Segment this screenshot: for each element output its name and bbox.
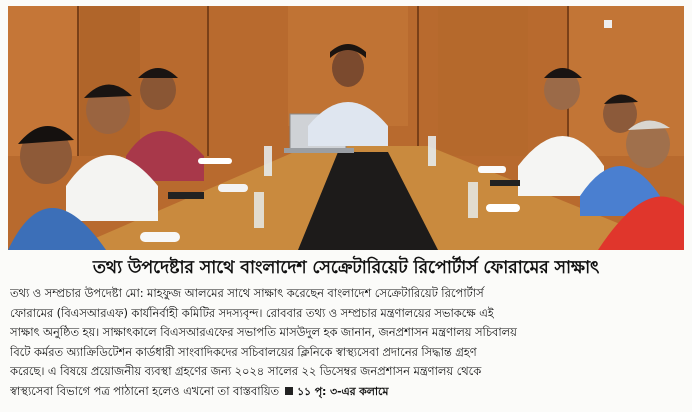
square-bullet-icon [285, 387, 293, 395]
continuation-text: ১১ পৃ: ৩-এর কলামে [297, 384, 389, 398]
continuation-note [285, 385, 388, 398]
body-line: করেছে। এ বিষয়ে প্রয়োজনীয় ব্যবস্থা গ্রহণের জন্য ২০২৪ সালের ২২ ডিসেম্বর জনপ্রশাসন মন্ত্রণালয় থেকে [10, 364, 482, 379]
article-body [10, 284, 682, 402]
article-headline: তথ্য উপদেষ্টার সাথে বাংলাদেশ সেক্রেটারিয়েট রিপোর্টার্স ফোরামের সাক্ষাৎ [92, 258, 600, 278]
body-line: স্বাস্থ্যসেবা বিভাগে পত্র পাঠানো হলেও এখনো তা বাস্তবায়িত [10, 383, 280, 398]
meeting-photo-illustration [8, 6, 684, 250]
body-line: সাক্ষাৎ অনুষ্ঠিত হয়। সাক্ষাৎকালে বিএসআরএফের সভাপতি মাসউদুল হক জানান, জনপ্রশাসন মন্ত্রণালয় সচিবালয় [10, 325, 517, 340]
meeting-photo [8, 6, 684, 250]
body-line: বিটে কর্মরত অ্যাক্রিডিটেশন কার্ডধারী সাংবাদিকদের সচিবালয়ের ক্লিনিকে স্বাস্থ্যসেবা প্রদানের সিদ্ধান্ত গ্রহণ [10, 344, 477, 359]
body-last-line [10, 382, 682, 402]
body-line: তথ্য ও সম্প্রচার উপদেষ্টা মো: মাহফুজ আলমের সাথে সাক্ষাৎ করেছেন বাংলাদেশ সেক্রেটারিয়েট রিপোর্টার্স [10, 286, 484, 300]
body-line: ফোরামের (বিএসআরএফ) কার্যনির্বাহী কমিটির সদস্যবৃন্দ। রোববার তথ্য ও সম্প্রচার মন্ত্রণালয়ের সভাকক্ষে এই [10, 305, 494, 320]
